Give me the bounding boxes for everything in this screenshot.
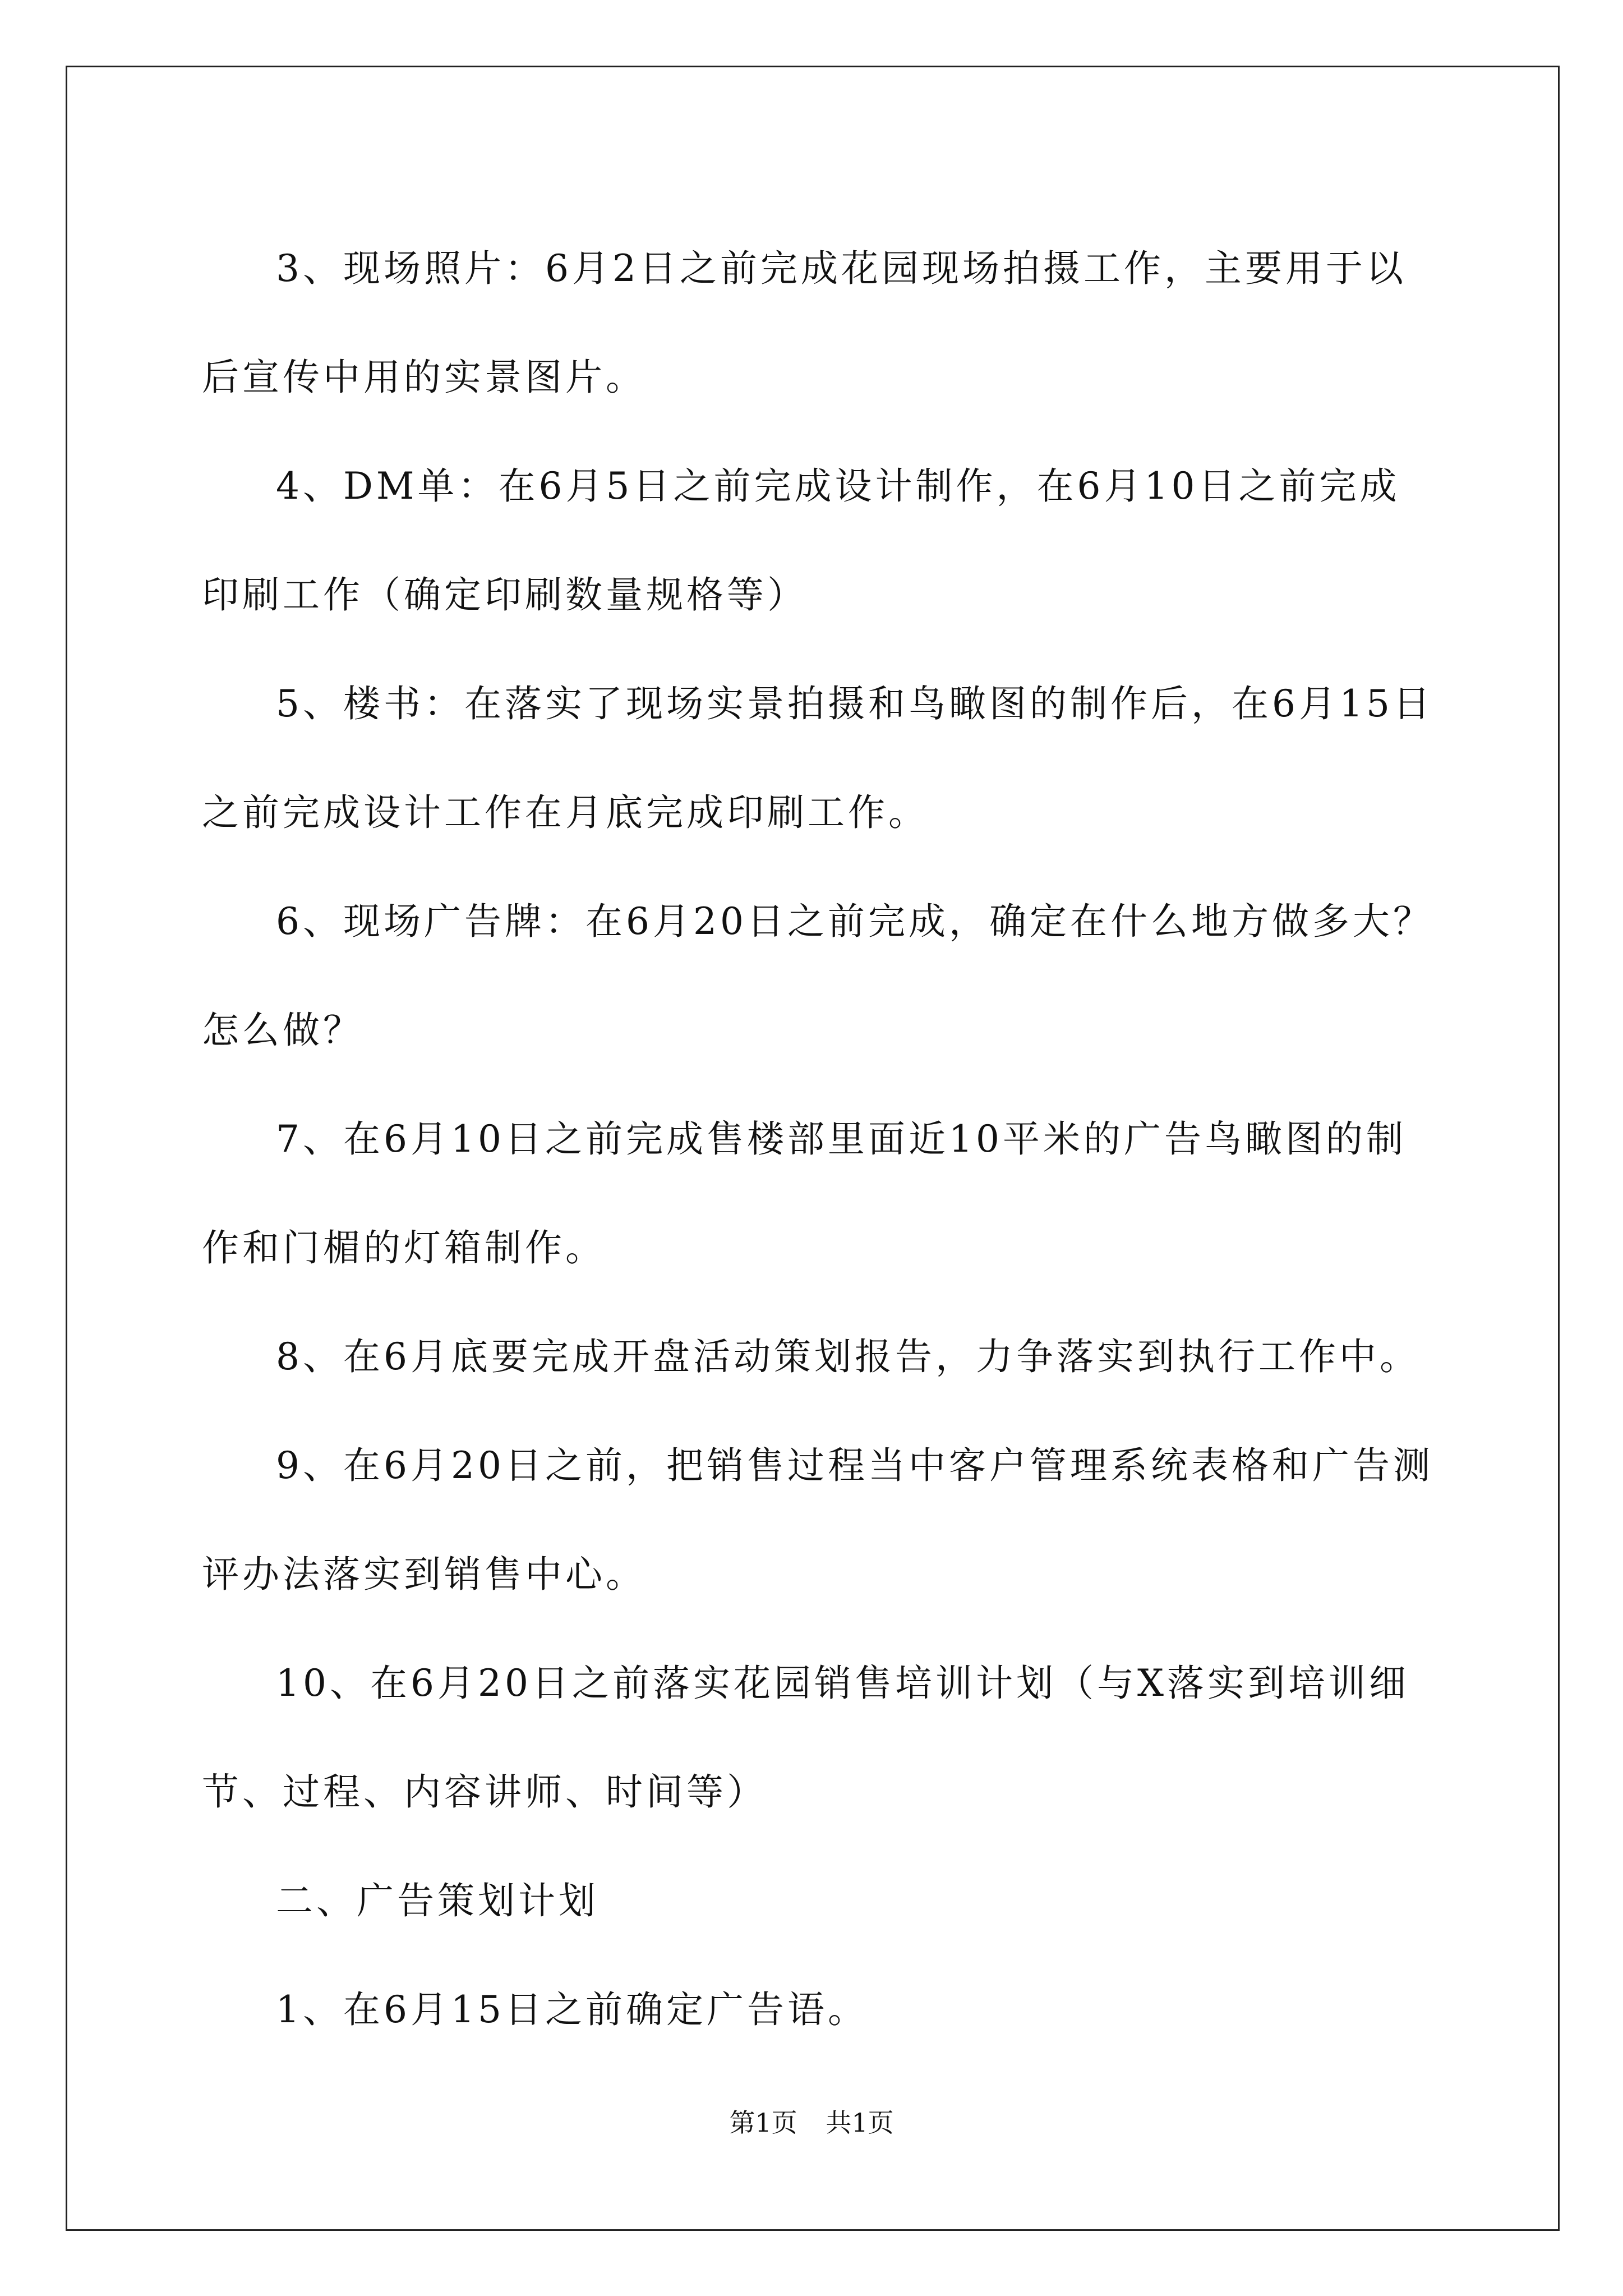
page-footer [0,2102,1623,2139]
paragraph-item-8-opening-plan: 8、在6月底要完成开盘活动策划报告，力争落实到执行工作中。 [276,1335,1420,1378]
page-number-current: 第1页 [729,2108,797,2138]
paragraph-item-4-dm-flyer: 4、DM单：在6月5日之前完成设计制作，在6月10日之前完成印刷工作（确定印刷数量规格等） [202,464,1400,616]
document-body [202,214,1436,2064]
paragraph-item-10-training-plan: 10、在6月20日之前落实花园销售培训计划（与X落实到培训细节、过程、内容讲师、时间等） [202,1662,1409,1814]
paragraph-item-5-brochure: 5、楼书：在落实了现场实景拍摄和鸟瞰图的制作后，在6月15日之前完成设计工作在月底完成印刷工作。 [202,682,1433,834]
section-heading-ad-plan: 二、广告策划计划 [276,1879,599,1922]
paragraph-item-7-aerial-view: 7、在6月10日之前完成售楼部里面近10平米的广告鸟瞰图的制作和门楣的灯箱制作。 [202,1117,1407,1269]
paragraph-item-6-billboard: 6、现场广告牌：在6月20日之前完成，确定在什么地方做多大？怎么做？ [202,900,1433,1052]
paragraph-item-1-slogan: 1、在6月15日之前确定广告语。 [276,1988,868,2031]
page-number-total: 共1页 [826,2108,894,2138]
paragraph-item-3-site-photos: 3、现场照片：6月2日之前完成花园现场拍摄工作，主要用于以后宣传中用的实景图片。 [202,247,1407,399]
paragraph-item-9-customer-system: 9、在6月20日之前，把销售过程当中客户管理系统表格和广告测评办法落实到销售中心。 [202,1444,1433,1596]
